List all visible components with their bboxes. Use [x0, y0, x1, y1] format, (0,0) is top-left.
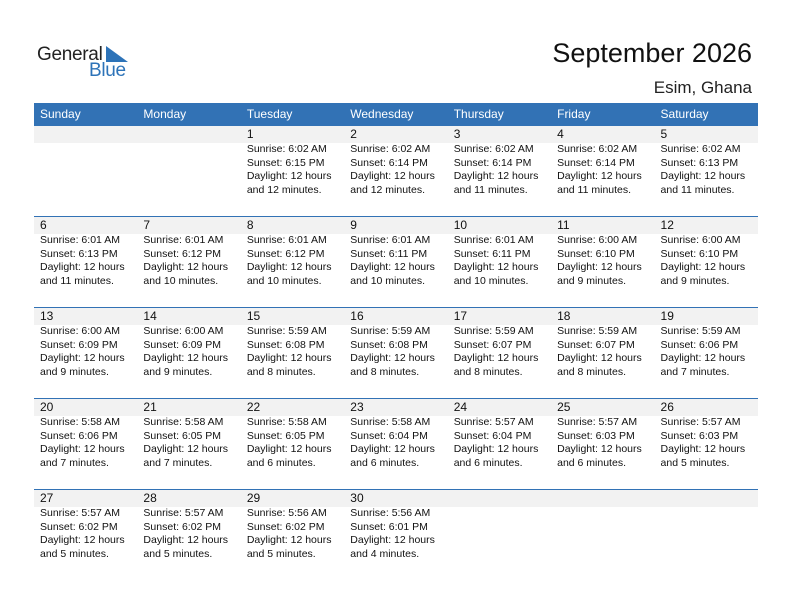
- day-cell: [448, 217, 551, 307]
- day-cell: [241, 399, 344, 489]
- daylight-minutes: and 4 minutes.: [350, 547, 420, 560]
- day-number: 23: [350, 400, 364, 414]
- sunrise-time: Sunrise: 6:01 AM: [453, 234, 534, 246]
- weekday-header-cell: Tuesday: [246, 107, 293, 121]
- day-number: 17: [453, 309, 468, 323]
- weekday-header-cell: Sunday: [40, 107, 81, 121]
- sunset-time: Sunset: 6:12 PM: [246, 247, 325, 260]
- day-number: 29: [246, 491, 261, 505]
- day-cell: [137, 308, 240, 398]
- sunset-time: Sunset: 6:09 PM: [143, 338, 222, 351]
- day-cell: [448, 399, 551, 489]
- day-number: 26: [660, 400, 674, 414]
- daylight-hours: Daylight: 12 hours: [40, 352, 125, 364]
- sunrise-time: Sunrise: 5:59 AM: [557, 325, 638, 337]
- daylight-minutes: and 7 minutes.: [143, 456, 213, 469]
- sunset-time: Sunset: 6:03 PM: [557, 429, 635, 442]
- daylight-minutes: and 9 minutes.: [557, 274, 626, 287]
- sunrise-time: Sunrise: 6:02 AM: [246, 143, 327, 155]
- daylight-minutes: and 8 minutes.: [246, 365, 316, 378]
- daylight-hours: Daylight: 12 hours: [557, 443, 642, 455]
- day-cell: [137, 490, 240, 580]
- sunrise-time: Sunrise: 6:00 AM: [660, 234, 741, 246]
- sunset-time: Sunset: 6:07 PM: [557, 338, 635, 351]
- day-cell: [655, 308, 758, 398]
- sunrise-time: Sunrise: 6:00 AM: [557, 234, 638, 246]
- sunrise-time: Sunrise: 6:02 AM: [660, 143, 741, 155]
- day-number: 8: [246, 218, 254, 232]
- sunset-time: Sunset: 6:01 PM: [350, 520, 428, 533]
- weekday-header-cell: Monday: [143, 107, 187, 121]
- weekday-header: [34, 103, 758, 126]
- day-number: 5: [660, 127, 668, 141]
- daylight-minutes: and 8 minutes.: [453, 365, 523, 378]
- daylight-minutes: and 10 minutes.: [143, 274, 219, 287]
- sunrise-time: Sunrise: 5:59 AM: [350, 325, 431, 337]
- day-cell: [551, 308, 654, 398]
- daylight-hours: Daylight: 12 hours: [40, 534, 125, 546]
- day-number: 9: [350, 218, 357, 232]
- day-number: 6: [40, 218, 47, 232]
- sunset-time: Sunset: 6:07 PM: [453, 338, 532, 351]
- sunrise-time: Sunrise: 5:58 AM: [143, 416, 224, 428]
- sunrise-time: Sunrise: 5:59 AM: [453, 325, 534, 337]
- daylight-hours: Daylight: 12 hours: [557, 170, 642, 182]
- day-number: 25: [557, 400, 571, 414]
- daylight-hours: Daylight: 12 hours: [453, 352, 539, 364]
- daylight-hours: Daylight: 12 hours: [660, 170, 746, 182]
- sunset-time: Sunset: 6:13 PM: [660, 156, 739, 169]
- sunrise-time: Sunrise: 5:57 AM: [143, 507, 224, 519]
- daylight-minutes: and 11 minutes.: [40, 274, 114, 287]
- day-cell: [34, 490, 137, 580]
- sunset-time: Sunset: 6:02 PM: [40, 520, 118, 533]
- sunrise-time: Sunrise: 5:57 AM: [40, 507, 120, 519]
- empty-day-cell: [551, 490, 654, 580]
- weekday-header-cell: Friday: [557, 107, 591, 121]
- week-row: [34, 489, 758, 580]
- week-row: [34, 126, 758, 216]
- daylight-minutes: and 5 minutes.: [143, 547, 213, 560]
- daylight-hours: Daylight: 12 hours: [557, 261, 642, 273]
- daylight-hours: Daylight: 12 hours: [350, 352, 435, 364]
- day-number: 3: [453, 127, 461, 141]
- daylight-hours: Daylight: 12 hours: [143, 443, 229, 455]
- sunset-time: Sunset: 6:14 PM: [453, 156, 532, 169]
- daylight-minutes: and 9 minutes.: [143, 365, 213, 378]
- daylight-hours: Daylight: 12 hours: [350, 261, 435, 273]
- day-cell: [551, 217, 654, 307]
- day-number: 18: [557, 309, 571, 323]
- daylight-minutes: and 5 minutes.: [40, 547, 109, 560]
- sunrise-time: Sunrise: 6:02 AM: [453, 143, 534, 155]
- daylight-minutes: and 7 minutes.: [40, 456, 109, 469]
- daylight-hours: Daylight: 12 hours: [350, 443, 435, 455]
- day-number: 21: [143, 400, 157, 414]
- day-cell: [137, 217, 240, 307]
- day-cell: [34, 399, 137, 489]
- day-cell: [344, 308, 447, 398]
- daylight-hours: Daylight: 12 hours: [246, 261, 332, 273]
- day-number: 19: [660, 309, 674, 323]
- sunset-time: Sunset: 6:11 PM: [350, 247, 428, 260]
- day-cell: [241, 217, 344, 307]
- sunset-time: Sunset: 6:08 PM: [350, 338, 428, 351]
- daylight-hours: Daylight: 12 hours: [350, 170, 435, 182]
- empty-day-cell: [137, 126, 240, 216]
- weekday-header-cell: Saturday: [660, 107, 709, 121]
- sunrise-time: Sunrise: 6:01 AM: [246, 234, 327, 246]
- page-title: September 2026: [552, 38, 752, 68]
- day-cell: [551, 126, 654, 216]
- sunset-time: Sunset: 6:04 PM: [453, 429, 532, 442]
- sunrise-time: Sunrise: 6:02 AM: [557, 143, 638, 155]
- logo-blue-text: Blue: [89, 60, 126, 81]
- sunrise-time: Sunrise: 6:00 AM: [40, 325, 120, 337]
- logo: [37, 44, 137, 84]
- sunset-time: Sunset: 6:10 PM: [557, 247, 635, 260]
- sunrise-time: Sunrise: 5:57 AM: [453, 416, 534, 428]
- day-number: 12: [660, 218, 674, 232]
- daylight-hours: Daylight: 12 hours: [557, 352, 642, 364]
- sunrise-time: Sunrise: 5:56 AM: [350, 507, 431, 519]
- day-number: 22: [246, 400, 261, 414]
- weekday-header-cell: Thursday: [453, 107, 504, 121]
- sunrise-time: Sunrise: 6:01 AM: [143, 234, 224, 246]
- daylight-minutes: and 12 minutes.: [246, 183, 322, 196]
- day-number: 4: [557, 127, 564, 141]
- day-cell: [34, 308, 137, 398]
- day-number: 28: [143, 491, 157, 505]
- daylight-hours: Daylight: 12 hours: [246, 443, 332, 455]
- day-cell: [241, 126, 344, 216]
- day-cell: [137, 399, 240, 489]
- daylight-hours: Daylight: 12 hours: [660, 443, 746, 455]
- day-cell: [344, 490, 447, 580]
- daylight-hours: Daylight: 12 hours: [453, 261, 539, 273]
- daylight-minutes: and 6 minutes.: [350, 456, 420, 469]
- daylight-minutes: and 11 minutes.: [660, 183, 735, 196]
- daylight-hours: Daylight: 12 hours: [143, 261, 229, 273]
- sunset-time: Sunset: 6:08 PM: [246, 338, 325, 351]
- sunset-time: Sunset: 6:02 PM: [143, 520, 222, 533]
- day-cell: [344, 126, 447, 216]
- sunrise-time: Sunrise: 6:02 AM: [350, 143, 431, 155]
- daylight-minutes: and 8 minutes.: [350, 365, 420, 378]
- sunset-time: Sunset: 6:05 PM: [246, 429, 325, 442]
- sunrise-time: Sunrise: 5:56 AM: [246, 507, 327, 519]
- daylight-minutes: and 9 minutes.: [660, 274, 730, 287]
- day-number: 7: [143, 218, 151, 232]
- day-number: 16: [350, 309, 364, 323]
- sunrise-time: Sunrise: 5:58 AM: [40, 416, 120, 428]
- day-cell: [655, 217, 758, 307]
- sunset-time: Sunset: 6:03 PM: [660, 429, 739, 442]
- daylight-minutes: and 12 minutes.: [350, 183, 425, 196]
- sunset-time: Sunset: 6:10 PM: [660, 247, 739, 260]
- day-cell: [655, 126, 758, 216]
- sunset-time: Sunset: 6:15 PM: [246, 156, 325, 169]
- sunrise-time: Sunrise: 6:01 AM: [40, 234, 120, 246]
- day-number: 27: [40, 491, 54, 505]
- weekday-header-cell: Wednesday: [350, 107, 414, 121]
- daylight-minutes: and 11 minutes.: [557, 183, 632, 196]
- daylight-minutes: and 6 minutes.: [453, 456, 523, 469]
- empty-day-cell: [448, 490, 551, 580]
- daylight-minutes: and 10 minutes.: [246, 274, 322, 287]
- sunset-time: Sunset: 6:04 PM: [350, 429, 428, 442]
- sunset-time: Sunset: 6:02 PM: [246, 520, 325, 533]
- daylight-hours: Daylight: 12 hours: [143, 352, 229, 364]
- day-cell: [448, 308, 551, 398]
- sunrise-time: Sunrise: 5:58 AM: [350, 416, 431, 428]
- sunrise-time: Sunrise: 6:00 AM: [143, 325, 224, 337]
- daylight-minutes: and 5 minutes.: [660, 456, 730, 469]
- sunrise-time: Sunrise: 5:58 AM: [246, 416, 327, 428]
- daylight-hours: Daylight: 12 hours: [246, 170, 332, 182]
- day-cell: [241, 308, 344, 398]
- day-number: 14: [143, 309, 157, 323]
- day-number: 24: [453, 400, 468, 414]
- daylight-hours: Daylight: 12 hours: [40, 443, 125, 455]
- sunset-time: Sunset: 6:09 PM: [40, 338, 118, 351]
- sunset-time: Sunset: 6:11 PM: [453, 247, 531, 260]
- day-number: 2: [350, 127, 357, 141]
- daylight-minutes: and 8 minutes.: [557, 365, 626, 378]
- day-number: 30: [350, 491, 364, 505]
- daylight-minutes: and 6 minutes.: [557, 456, 626, 469]
- day-number: 15: [246, 309, 261, 323]
- sunrise-time: Sunrise: 5:57 AM: [557, 416, 638, 428]
- daylight-hours: Daylight: 12 hours: [660, 352, 746, 364]
- daylight-minutes: and 10 minutes.: [453, 274, 529, 287]
- location-subtitle: Esim, Ghana: [653, 78, 752, 97]
- sunset-time: Sunset: 6:13 PM: [40, 247, 118, 260]
- logo-general-text: General: [37, 44, 103, 65]
- week-row: [34, 307, 758, 398]
- sunset-time: Sunset: 6:06 PM: [40, 429, 118, 442]
- day-cell: [344, 399, 447, 489]
- calendar-grid: [34, 126, 758, 580]
- sunset-time: Sunset: 6:05 PM: [143, 429, 222, 442]
- sunrise-time: Sunrise: 6:01 AM: [350, 234, 431, 246]
- empty-day-cell: [655, 490, 758, 580]
- daylight-hours: Daylight: 12 hours: [453, 170, 539, 182]
- daylight-hours: Daylight: 12 hours: [143, 534, 229, 546]
- day-cell: [655, 399, 758, 489]
- day-cell: [241, 490, 344, 580]
- week-row: [34, 216, 758, 307]
- daylight-hours: Daylight: 12 hours: [453, 443, 539, 455]
- day-cell: [551, 399, 654, 489]
- daylight-minutes: and 6 minutes.: [246, 456, 316, 469]
- sunset-time: Sunset: 6:14 PM: [557, 156, 635, 169]
- daylight-hours: Daylight: 12 hours: [660, 261, 746, 273]
- day-cell: [34, 217, 137, 307]
- daylight-hours: Daylight: 12 hours: [246, 352, 332, 364]
- day-cell: [344, 217, 447, 307]
- sunset-time: Sunset: 6:14 PM: [350, 156, 428, 169]
- sunrise-time: Sunrise: 5:59 AM: [660, 325, 741, 337]
- daylight-minutes: and 10 minutes.: [350, 274, 425, 287]
- day-cell: [448, 126, 551, 216]
- sunrise-time: Sunrise: 5:59 AM: [246, 325, 327, 337]
- sunset-time: Sunset: 6:12 PM: [143, 247, 222, 260]
- daylight-hours: Daylight: 12 hours: [246, 534, 332, 546]
- daylight-minutes: and 7 minutes.: [660, 365, 730, 378]
- day-number: 11: [557, 218, 570, 232]
- day-number: 10: [453, 218, 468, 232]
- day-number: 1: [246, 127, 254, 141]
- daylight-minutes: and 5 minutes.: [246, 547, 316, 560]
- daylight-minutes: and 9 minutes.: [40, 365, 109, 378]
- week-row: [34, 398, 758, 489]
- daylight-minutes: and 11 minutes.: [453, 183, 528, 196]
- sunrise-time: Sunrise: 5:57 AM: [660, 416, 741, 428]
- day-number: 13: [40, 309, 54, 323]
- daylight-hours: Daylight: 12 hours: [350, 534, 435, 546]
- sunset-time: Sunset: 6:06 PM: [660, 338, 739, 351]
- empty-day-cell: [34, 126, 137, 216]
- daylight-hours: Daylight: 12 hours: [40, 261, 125, 273]
- day-number: 20: [40, 400, 54, 414]
